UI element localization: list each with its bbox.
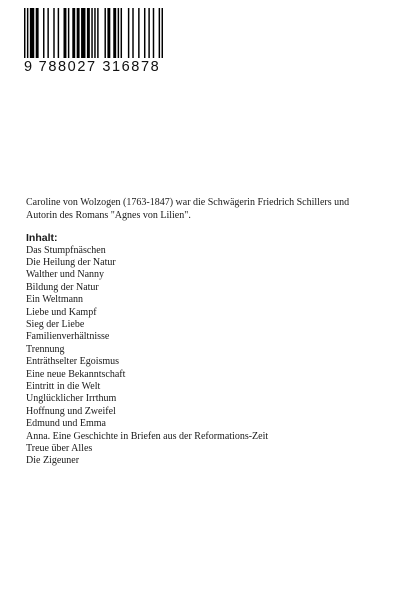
barcode-bar: [53, 8, 54, 58]
barcode-bar: [153, 8, 154, 58]
barcode-bar: [36, 8, 39, 58]
contents-item: Eine neue Bekanntschaft: [26, 368, 126, 380]
barcode-bar: [121, 8, 122, 58]
barcode-digit-group-1: 788027: [38, 59, 97, 75]
contents-item: Anna. Eine Geschichte in Briefen aus der Reformations-Zeit: [26, 430, 269, 442]
barcode-bar: [64, 8, 67, 58]
barcode-bar: [132, 8, 133, 58]
barcode-lead-digit: 9: [24, 59, 34, 75]
barcode-bar: [144, 8, 145, 58]
author-description: Caroline von Wolzogen (1763-1847) war die Schwägerin Friedrich Schillers und Autorin des Romans "Agnes von Lilien".: [26, 197, 350, 221]
barcode-bar: [30, 8, 34, 58]
barcode-bar: [87, 8, 90, 58]
back-cover-text: [26, 197, 366, 468]
contents-item: Liebe und Kampf: [26, 306, 97, 318]
contents-item: Trennung: [26, 343, 65, 355]
barcode-bar: [47, 8, 48, 58]
contents-item: Eintritt in die Welt: [26, 380, 101, 392]
isbn-barcode: [24, 8, 163, 75]
barcode-bar: [43, 8, 44, 58]
contents-item: Die Zigeuner: [26, 455, 80, 467]
contents-item: Familienverhältnisse: [26, 331, 110, 343]
barcode-bar: [77, 8, 80, 58]
barcode-bar: [107, 8, 110, 58]
contents-item: Ein Weltmann: [26, 294, 84, 306]
contents-item: Die Heilung der Natur: [26, 256, 116, 268]
contents-heading: Inhalt:: [26, 232, 58, 244]
barcode-bars: [24, 8, 163, 58]
contents-item: Bildung der Natur: [26, 281, 99, 293]
barcode-bar: [113, 8, 116, 58]
contents-item: Das Stumpfnäschen: [26, 244, 106, 256]
barcode-bar: [148, 8, 149, 58]
barcode-bar: [162, 8, 163, 58]
barcode-bar: [27, 8, 28, 58]
barcode-bar: [24, 8, 25, 58]
contents-item: Enträthselter Egoismus: [26, 356, 120, 368]
barcode-bar: [118, 8, 119, 58]
contents-item: Edmund und Emma: [26, 418, 106, 430]
contents-item: Sieg der Liebe: [26, 318, 85, 330]
barcode-bar: [68, 8, 69, 58]
contents-item: Walther und Nanny: [26, 269, 105, 281]
barcode-bar: [94, 8, 95, 58]
barcode-bar: [58, 8, 59, 58]
contents-list: [26, 245, 366, 468]
contents-item: Treue über Alles: [26, 443, 93, 454]
barcode-number: [24, 59, 163, 75]
barcode-bar: [97, 8, 98, 58]
barcode-bar: [128, 8, 129, 58]
barcode-digit-group-2: 316878: [102, 59, 161, 75]
barcode-bar: [91, 8, 92, 58]
barcode-bar: [72, 8, 75, 58]
contents-item: Hoffnung und Zweifel: [26, 405, 116, 417]
contents-item: Unglücklicher Irrthum: [26, 393, 117, 405]
barcode-bar: [81, 8, 85, 58]
barcode-bar: [159, 8, 160, 58]
barcode-bar: [138, 8, 139, 58]
barcode-bar: [104, 8, 105, 58]
